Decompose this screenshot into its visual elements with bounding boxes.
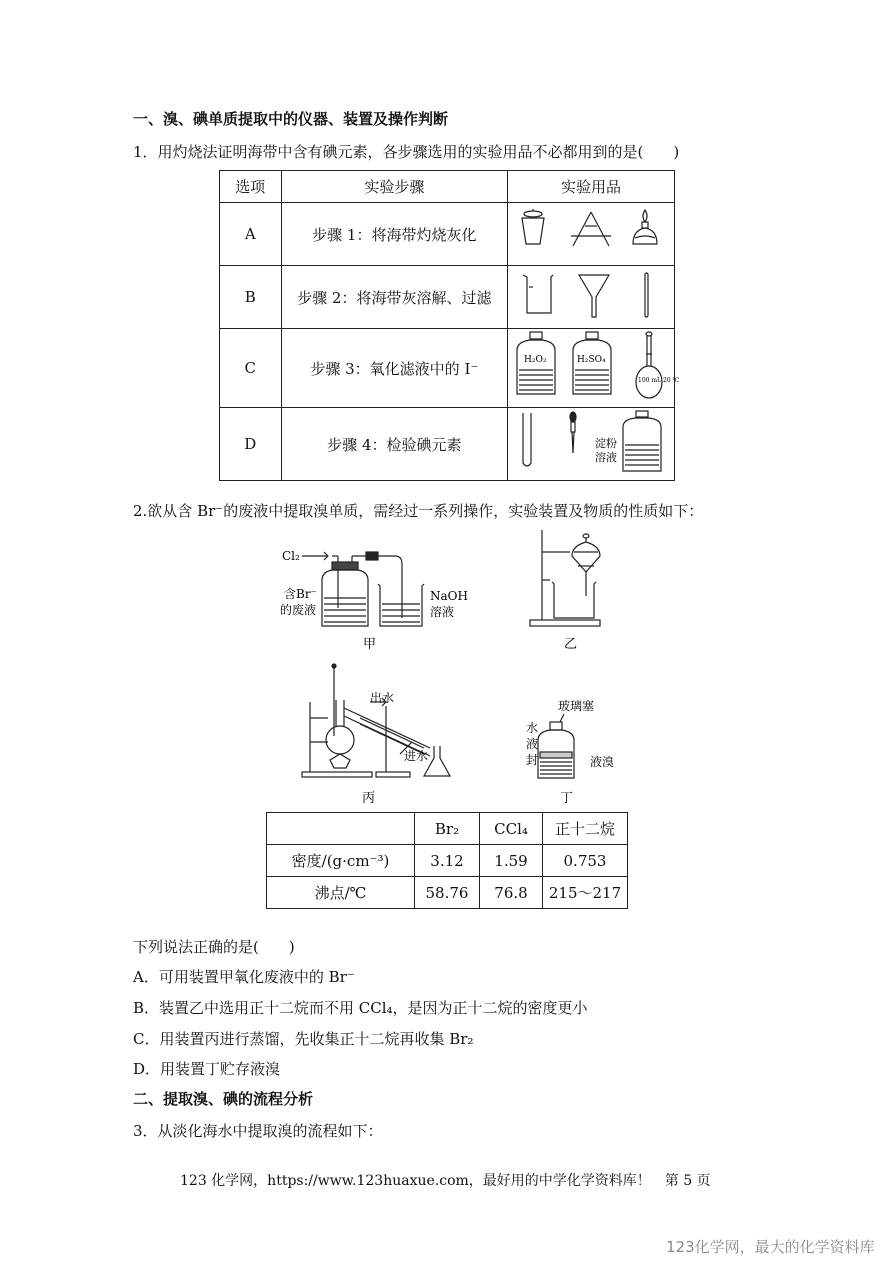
stopper-label: 玻璃塞: [558, 699, 595, 713]
waste-label-1: 含Br⁻: [284, 587, 317, 601]
props-bp-br2: 58.76: [415, 877, 480, 909]
question1-table: [219, 170, 680, 481]
apparatus-yi-figure: [520, 524, 630, 656]
props-header-dodecane: 正十二烷: [543, 813, 628, 845]
question2-prompt: 下列说法正确的是( ): [133, 938, 295, 956]
section2-heading: 二、提取溴、碘的流程分析: [133, 1090, 314, 1108]
props-header-ccl4: CCl₄: [480, 813, 543, 845]
h2o2-label: H₂O₂: [524, 355, 547, 365]
props-density-ccl4: 1.59: [480, 845, 543, 877]
seal-label-2: 液: [526, 737, 539, 751]
starch-label-1: 淀粉: [595, 437, 618, 450]
naoh-label-1: NaOH: [430, 589, 468, 603]
q1-row-d-items: [508, 408, 675, 481]
properties-table: [266, 812, 628, 909]
apparatus-bing-figure: [300, 662, 475, 808]
outlet-label: 出水: [370, 691, 395, 705]
props-header-br2: Br₂: [415, 813, 480, 845]
q1-row-b-items: [508, 266, 675, 329]
props-header-blank: [267, 813, 415, 845]
yi-caption: 乙: [564, 637, 578, 652]
glass-rod-icon: [645, 273, 648, 317]
beaker-icon: [523, 275, 553, 313]
props-bp-ccl4: 76.8: [480, 877, 543, 909]
option-a: A．可用装置甲氧化废液中的 Br⁻: [133, 968, 355, 986]
bing-caption: 丙: [362, 791, 376, 806]
liquid-bromine-bottle-icon: [538, 714, 574, 778]
apparatus-jia-figure: [270, 536, 480, 656]
q1-row-d-option: D: [220, 408, 282, 481]
apparatus-ding-figure: [520, 696, 630, 808]
q1-header-items: 实验用品: [508, 171, 675, 203]
seal-label-3: 封: [526, 753, 539, 767]
cl2-label: Cl₂: [282, 549, 300, 563]
props-density-dodecane: 0.753: [543, 845, 628, 877]
volumetric-flask-icon: [636, 332, 662, 398]
q1-header-option: 选项: [220, 171, 282, 203]
ding-caption: 丁: [560, 791, 574, 806]
props-bp-dodecane: 215～217: [543, 877, 628, 909]
props-bp-label: 沸点/℃: [267, 877, 415, 909]
h2so4-label: H₂SO₄: [577, 355, 606, 365]
q1-row-c-option: C: [220, 329, 282, 408]
question3-text: 3．从淡化海水中提取溴的流程如下：: [133, 1122, 383, 1140]
option-d: D．用装置丁贮存液溴: [133, 1060, 281, 1078]
seal-label-1: 水: [526, 721, 539, 735]
jia-caption: 甲: [363, 637, 377, 652]
q1-row-b-option: B: [220, 266, 282, 329]
section1-heading: 一、溴、碘单质提取中的仪器、装置及操作判断: [133, 110, 449, 128]
q1-row-a-option: A: [220, 203, 282, 266]
option-c: C．用装置丙进行蒸馏，先收集正十二烷再收集 Br₂: [133, 1030, 474, 1048]
watermark: 123化学网，最大的化学资料库: [666, 1238, 875, 1256]
dropper-icon: [570, 412, 576, 453]
alcohol-lamp-icon: [633, 210, 657, 244]
naoh-beaker-icon: [378, 584, 424, 626]
test-tube-icon: [523, 413, 531, 466]
starch-bottle-icon: [623, 411, 661, 471]
q1-row-d-step: 步骤 4：检验碘元素: [281, 408, 508, 481]
props-density-label: 密度/(g·cm⁻³): [267, 845, 415, 877]
option-b: B．装置乙中选用正十二烷而不用 CCl₄，是因为正十二烷的密度更小: [133, 999, 588, 1017]
clay-triangle-icon: [571, 212, 611, 246]
question1-text: 1．用灼烧法证明海带中含有碘元素，各步骤选用的实验用品不必都用到的是( ): [133, 143, 680, 161]
naoh-label-2: 溶液: [430, 605, 455, 619]
crucible-icon: [522, 209, 544, 244]
crucible-tripod-lamp-icons: [511, 204, 671, 260]
props-density-br2: 3.12: [415, 845, 480, 877]
flask-label: 100 mL 20 ℃: [638, 377, 680, 384]
starch-label-2: 溶液: [595, 451, 618, 464]
page-footer: 123 化学网，https://www.123huaxue.com，最好用的中学化学资料库！ 第 5 页: [180, 1173, 711, 1189]
q1-row-c-step: 步骤 3：氧化滤液中的 I⁻: [281, 329, 508, 408]
inlet-label: 进水: [404, 749, 429, 763]
separatory-funnel-icon: [530, 530, 600, 626]
q1-header-step: 实验步骤: [281, 171, 508, 203]
question2-text: 2.欲从含 Br⁻的废液中提取溴单质，需经过一系列操作，实验装置及物质的性质如下：: [133, 502, 704, 520]
q1-row-a-items: [508, 203, 675, 266]
q1-row-c-items: [508, 329, 680, 408]
liquid-br-label: 液溴: [590, 755, 615, 769]
q1-row-b-step: 步骤 2：将海带灰溶解、过滤: [281, 266, 508, 329]
waste-label-2: 的废液: [280, 603, 317, 617]
gas-washing-bottle-icon: [302, 552, 402, 626]
funnel-icon: [579, 275, 609, 317]
q1-row-a-step: 步骤 1：将海带灼烧灰化: [281, 203, 508, 266]
